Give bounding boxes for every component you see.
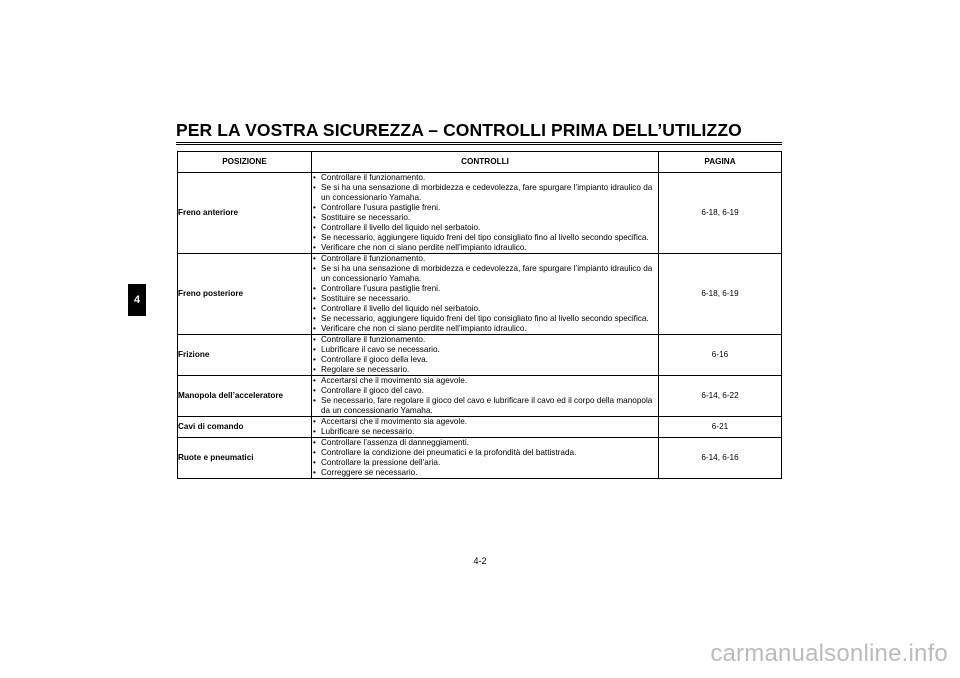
table-row — [178, 438, 782, 479]
check-item: • Verificare che non ci siano perdite nell’impianto idraulico. — [312, 324, 658, 334]
check-item: • Lubrificare se necessario. — [312, 427, 658, 437]
table-body — [178, 173, 782, 479]
row-page-ref: 6-18, 6-19 — [659, 254, 782, 335]
row-position: Freno anteriore — [178, 173, 312, 254]
row-checks — [312, 254, 659, 335]
row-page-ref: 6-14, 6-22 — [659, 376, 782, 417]
check-item: • Sostituire se necessario. — [312, 294, 658, 304]
checks-list — [312, 438, 658, 478]
row-page-ref: 6-21 — [659, 417, 782, 438]
check-item: • Controllare l’usura pastiglie freni. — [312, 203, 658, 213]
check-item: • Regolare se necessario. — [312, 365, 658, 375]
table-row — [178, 376, 782, 417]
row-checks — [312, 438, 659, 479]
check-item: • Controllare il funzionamento. — [312, 173, 658, 183]
row-page-ref: 6-18, 6-19 — [659, 173, 782, 254]
chapter-side-tab: 4 — [128, 284, 146, 316]
table-header-row — [178, 152, 782, 173]
check-item: • Accertarsi che il movimento sia agevole. — [312, 376, 658, 386]
title-rule — [176, 142, 782, 143]
row-position: Cavi di comando — [178, 417, 312, 438]
row-page-ref: 6-14, 6-16 — [659, 438, 782, 479]
check-item: • Se necessario, fare regolare il gioco del cavo e lubrificare il cavo ed il corpo della manopola da un concessionario Yamaha. — [312, 396, 658, 416]
check-item: • Controllare l’usura pastiglie freni. — [312, 284, 658, 294]
row-checks — [312, 376, 659, 417]
pre-operation-checks-table — [177, 151, 782, 479]
header-position: POSIZIONE — [178, 152, 312, 173]
check-item: • Se necessario, aggiungere liquido freni del tipo consigliato fino al livello secondo specifica. — [312, 233, 658, 243]
row-page-ref: 6-16 — [659, 335, 782, 376]
title-rule-second — [176, 144, 782, 145]
watermark: carmanualsonline.info — [710, 640, 948, 667]
table-row — [178, 173, 782, 254]
check-item: • Controllare il livello del liquido nel serbatoio. — [312, 304, 658, 314]
check-item: • Accertarsi che il movimento sia agevole. — [312, 417, 658, 427]
row-checks — [312, 173, 659, 254]
check-item: • Lubrificare il cavo se necessario. — [312, 345, 658, 355]
row-position: Freno posteriore — [178, 254, 312, 335]
check-item: • Controllare l’assenza di danneggiamenti. — [312, 438, 658, 448]
check-item: • Correggere se necessario. — [312, 468, 658, 478]
row-checks — [312, 335, 659, 376]
page-number: 4-2 — [473, 556, 487, 566]
checks-list — [312, 254, 658, 334]
checks-list — [312, 376, 658, 416]
row-position: Ruote e pneumatici — [178, 438, 312, 479]
row-position: Manopola dell’acceleratore — [178, 376, 312, 417]
check-item: • Sostituire se necessario. — [312, 213, 658, 223]
checks-list — [312, 173, 658, 253]
row-position: Frizione — [178, 335, 312, 376]
check-item: • Controllare la condizione dei pneumatici e la profondità del battistrada. — [312, 448, 658, 458]
page-title: PER LA VOSTRA SICUREZZA – CONTROLLI PRIMA DELL’UTILIZZO — [176, 120, 742, 140]
check-item: • Controllare la pressione dell’aria. — [312, 458, 658, 468]
check-item: • Controllare il gioco della leva. — [312, 355, 658, 365]
check-item: • Verificare che non ci siano perdite nell’impianto idraulico. — [312, 243, 658, 253]
checks-list — [312, 335, 658, 375]
checks-list — [312, 417, 658, 437]
table-row — [178, 254, 782, 335]
row-checks — [312, 417, 659, 438]
check-item: • Se necessario, aggiungere liquido freni del tipo consigliato fino al livello secondo specifica. — [312, 314, 658, 324]
check-item: • Controllare il livello del liquido nel serbatoio. — [312, 223, 658, 233]
check-item: • Controllare il gioco del cavo. — [312, 386, 658, 396]
table-row — [178, 335, 782, 376]
check-item: • Se si ha una sensazione di morbidezza e cedevolezza, fare spurgare l’impianto idraulico da un concessionario Yamaha. — [312, 264, 658, 284]
header-page: PAGINA — [659, 152, 782, 173]
check-item: • Se si ha una sensazione di morbidezza e cedevolezza, fare spurgare l’impianto idraulico da un concessionario Yamaha. — [312, 183, 658, 203]
check-item: • Controllare il funzionamento. — [312, 335, 658, 345]
header-checks: CONTROLLI — [312, 152, 659, 173]
table-row — [178, 417, 782, 438]
check-item: • Controllare il funzionamento. — [312, 254, 658, 264]
